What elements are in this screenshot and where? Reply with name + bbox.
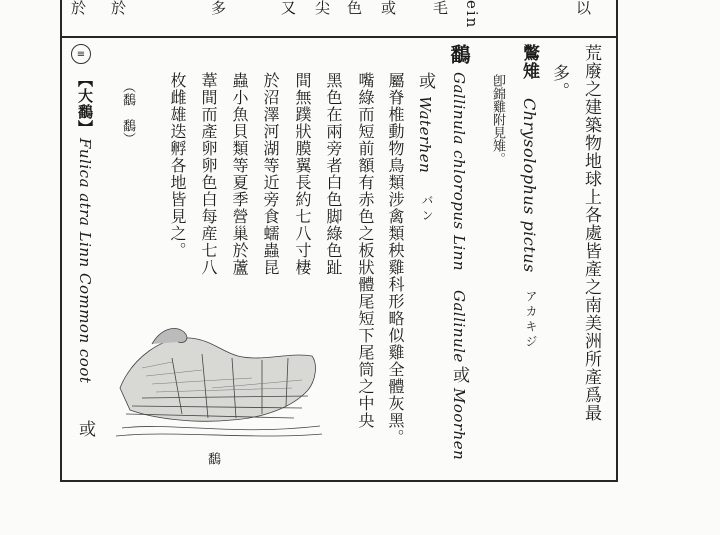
entry-headword: 鷭 bbox=[447, 44, 471, 65]
top-strip-char: 或 bbox=[379, 0, 397, 17]
text-column: 或 bbox=[449, 366, 469, 384]
figure-caption: 鷭 bbox=[205, 452, 220, 465]
text-column: 屬脊椎動物鳥類涉禽類秧雞科形略似雞全體灰黑。 bbox=[386, 72, 405, 446]
top-strip-char: ein bbox=[463, 0, 481, 30]
text-column: 卽錦雞附見雉。 bbox=[490, 74, 505, 165]
text-column: 或 bbox=[415, 72, 435, 90]
top-rule bbox=[60, 36, 618, 38]
text-column: （鷭 鷭） bbox=[120, 80, 135, 145]
latin-name: Chrysolophus pictus bbox=[520, 98, 539, 273]
text-column: 或 bbox=[75, 420, 95, 438]
entry-headword: 【大鷭】 bbox=[76, 72, 94, 136]
section-mark-icon: ≡ bbox=[71, 44, 91, 64]
top-strip-char: 多 bbox=[209, 0, 227, 17]
top-strip-char: 又 bbox=[279, 0, 297, 17]
text-column: 蟲小魚貝類等夏季營巢於蘆 bbox=[230, 72, 249, 276]
top-strip-char: 尖 bbox=[313, 0, 331, 17]
text-column: 荒廢之建築物地球上各處皆產之南美洲所產爲最 bbox=[581, 44, 601, 422]
bird-illustration bbox=[112, 318, 324, 440]
kana-name: アカキジ bbox=[524, 290, 538, 350]
latin-name: Fulica atra Linn Common coot bbox=[76, 138, 94, 384]
top-strip-char: 於 bbox=[69, 0, 87, 17]
left-rule bbox=[60, 0, 62, 482]
top-strip-char: 毛 bbox=[431, 0, 449, 17]
latin-name: Waterhen bbox=[416, 96, 434, 174]
kana-name: バン bbox=[420, 194, 434, 224]
latin-name: Moorhen bbox=[450, 388, 468, 461]
text-column: 葦間而產卵卵色白每産七八 bbox=[199, 72, 218, 276]
text-column: 間無蹼狀膜翼長約七八寸棲 bbox=[293, 72, 312, 276]
latin-name: Gallinula chloropus Linn bbox=[450, 72, 468, 272]
top-strip-char: 於 bbox=[109, 0, 127, 17]
top-strip-char: 色 bbox=[345, 0, 363, 17]
text-column: 多。 bbox=[549, 64, 569, 100]
right-rule bbox=[616, 0, 618, 482]
text-column: 嘴綠而短前額有赤色之板狀體尾短下尾筒之中央 bbox=[356, 72, 375, 429]
bottom-rule bbox=[60, 480, 618, 482]
top-strip-char: 以 bbox=[574, 0, 592, 17]
entry-headword: 鷩雉 bbox=[519, 44, 539, 80]
text-column: 枚雌雄迭孵各地皆見之。 bbox=[168, 72, 187, 259]
latin-name: Gallinule bbox=[450, 290, 468, 363]
text-column: 黑色在兩旁者白色脚綠色趾 bbox=[324, 72, 343, 276]
text-column: 於沼澤河湖等近旁食蠕蟲昆 bbox=[261, 72, 280, 276]
